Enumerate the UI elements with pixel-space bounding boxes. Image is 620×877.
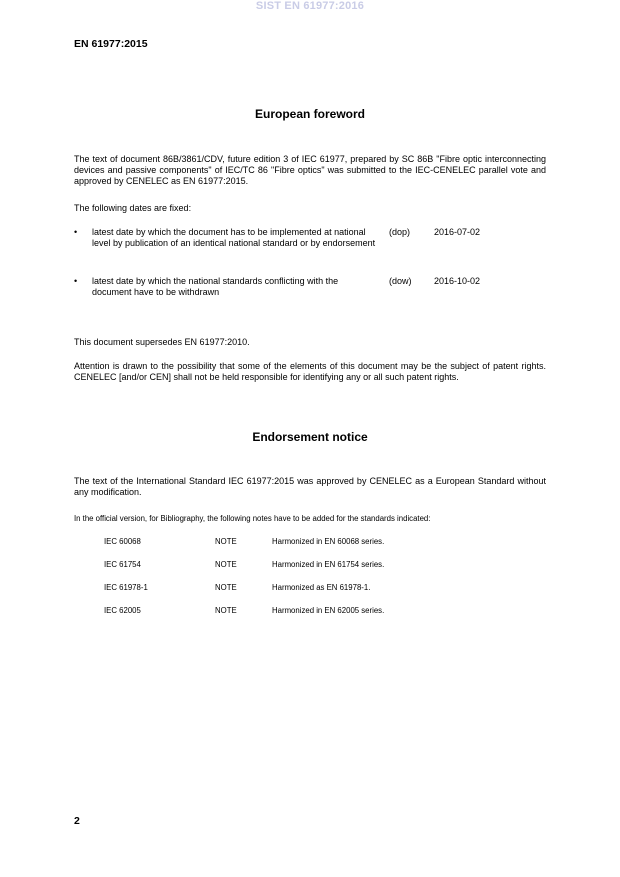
bibliography-intro: In the official version, for Bibliography, the following notes have to be added for the standards indicated: [74, 514, 431, 523]
note-standard: IEC 60068 [104, 537, 141, 546]
endorsement-heading: Endorsement notice [252, 430, 368, 444]
note-text: Harmonized in EN 61754 series. [272, 560, 385, 569]
date-value: 2016-07-02 [434, 227, 481, 237]
note-text: Harmonized as EN 61978-1. [272, 583, 371, 592]
foreword-intro-paragraph: The text of document 86B/3861/CDV, future edition 3 of IEC 61977, prepared by SC 86B "Fibre optic interconnecting devices and passive components" of IEC/TC 86 "Fibre optics" was submitted to the IEC-CENELEC parallel vote and approved by CENELEC as EN 61977:2015. [74, 154, 546, 186]
page-number: 2 [74, 815, 80, 827]
note-text: Harmonized in EN 60068 series. [272, 537, 385, 546]
date-value: 2016-10-02 [434, 276, 481, 286]
note-label: NOTE [215, 560, 237, 569]
watermark: SIST EN 61977:2016 [255, 0, 365, 12]
bullet-icon: • [74, 276, 78, 286]
date-code: (dow) [389, 276, 412, 286]
note-label: NOTE [215, 583, 237, 592]
note-label: NOTE [215, 537, 237, 546]
endorsement-paragraph: The text of the International Standard IEC 61977:2015 was approved by CENELEC as a European Standard without any modification. [74, 476, 546, 497]
patent-rights-paragraph: Attention is drawn to the possibility that some of the elements of this document may be the subject of patent rights. CENELEC [and/or CEN] shall not be held responsible for identifying any or all such patent rights. [74, 361, 546, 382]
note-standard: IEC 61978-1 [104, 583, 148, 592]
date-description: latest date by which the document has to be implemented at national level by publication of an identical national standard or by endorsement [92, 227, 376, 248]
bullet-icon: • [74, 227, 78, 237]
note-label: NOTE [215, 606, 237, 615]
date-code: (dop) [389, 227, 411, 237]
foreword-heading: European foreword [254, 107, 365, 121]
note-standard: IEC 61754 [104, 560, 141, 569]
supersedes-paragraph: This document supersedes EN 61977:2010. [74, 337, 250, 347]
note-standard: IEC 62005 [104, 606, 141, 615]
date-description: latest date by which the national standards conflicting with the document have to be withdrawn [92, 276, 339, 297]
document-id-header: EN 61977:2015 [74, 38, 148, 50]
dates-intro-paragraph: The following dates are fixed: [74, 203, 192, 213]
note-text: Harmonized in EN 62005 series. [272, 606, 385, 615]
